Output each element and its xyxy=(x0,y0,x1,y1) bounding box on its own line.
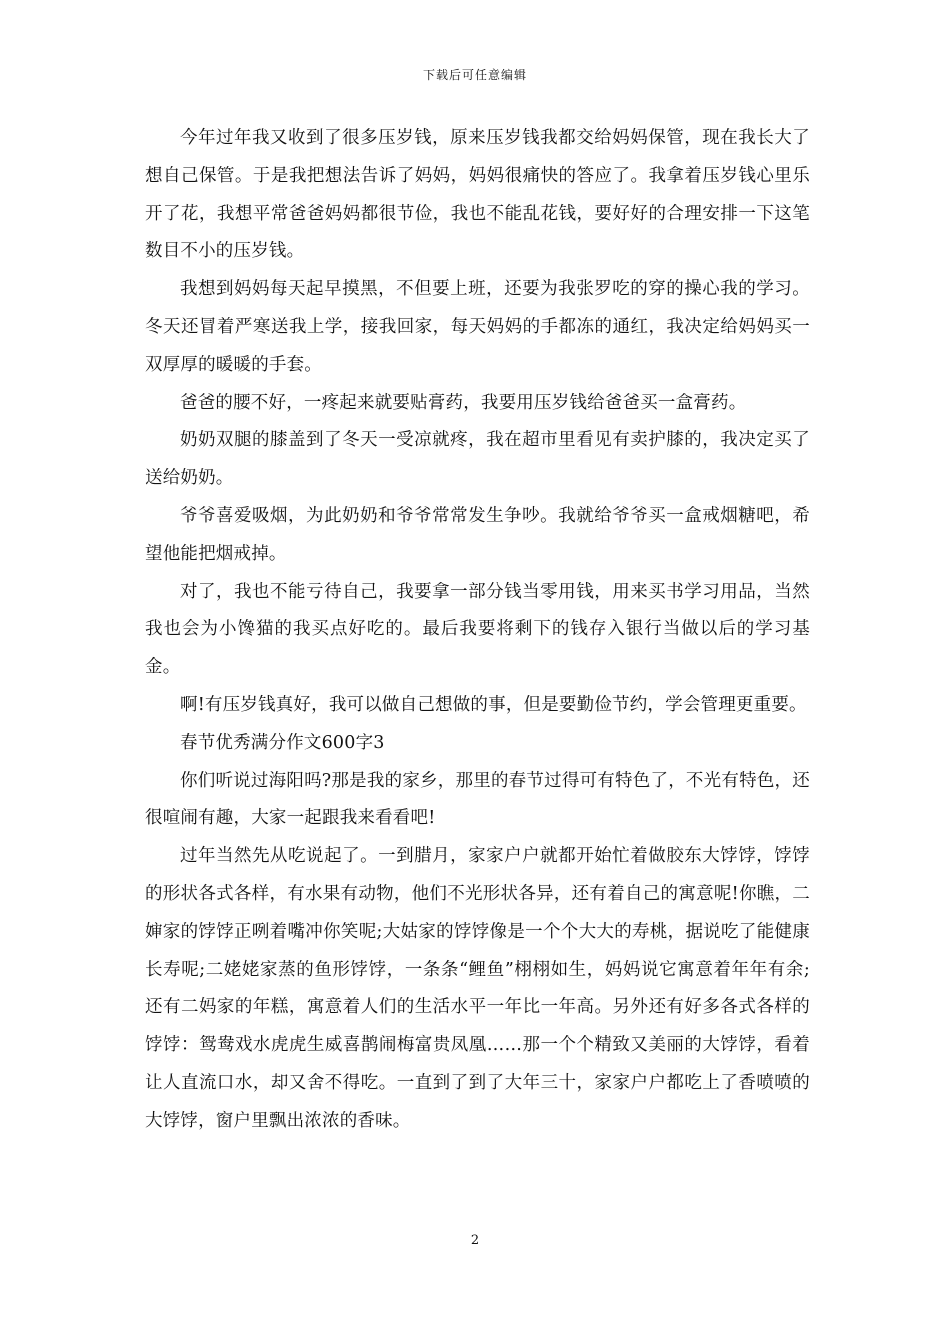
paragraph: 对了，我也不能亏待自己，我要拿一部分钱当零用钱，用来买书学习用品，当然我也会为小馋猫的我买点好吃的。最后我要将剩下的钱存入银行当做以后的学习基金。 xyxy=(145,581,810,678)
document-body xyxy=(145,120,810,1141)
paragraph: 爷爷喜爱吸烟，为此奶奶和爷爷常常发生争吵。我就给爷爷买一盒戒烟糖吧，希望他能把烟戒掉。 xyxy=(145,505,810,564)
paragraph: 过年当然先从吃说起了。一到腊月，家家户户就都开始忙着做胶东大饽饽，饽饽的形状各式各样，有水果有动物，他们不光形状各异，还有着自己的寓意呢!你瞧，二婶家的饽饽正咧着嘴冲你笑呢;大姑家的饽饽像是一个个大大的寿桃，据说吃了能健康长寿呢;二姥姥家蒸的鱼形饽饽，一条条“鲤鱼”栩栩如生，妈妈说它寓意着年年有余;还有二妈家的年糕，寓意着人们的生活水平一年比一年高。另外还有好多各式各样的饽饽：鸳鸯戏水虎虎生威喜鹊闹梅富贵凤凰……那一个个精致又美丽的大饽饽，看着让人直流口水，却又舍不得吃。一直到了到了大年三十，家家户户都吃上了香喷喷的大饽饽，窗户里飘出浓浓的香味。 xyxy=(145,846,810,1131)
paragraph: 爸爸的腰不好，一疼起来就要贴膏药，我要用压岁钱给爸爸买一盒膏药。 xyxy=(180,392,747,413)
page-header: 下载后可任意编辑 xyxy=(422,68,527,82)
paragraph: 啊!有压岁钱真好，我可以做自己想做的事，但是要勤俭节约，学会管理更重要。 xyxy=(180,694,807,715)
paragraph: 我想到妈妈每天起早摸黑，不但要上班，还要为我张罗吃的穿的操心我的学习。冬天还冒着严寒送我上学，接我回家，每天妈妈的手都冻的通红，我决定给妈妈买一双厚厚的暖暖的手套。 xyxy=(145,279,810,375)
paragraph: 奶奶双腿的膝盖到了冬天一受凉就疼，我在超市里看见有卖护膝的，我决定买了送给奶奶。 xyxy=(145,430,810,489)
section-heading: 春节优秀满分作文600字3 xyxy=(180,732,385,753)
paragraph: 你们听说过海阳吗?那是我的家乡，那里的春节过得可有特色了，不光有特色，还很喧闹有趣，大家一起跟我来看看吧! xyxy=(145,770,810,829)
page-number: 2 xyxy=(470,1233,480,1248)
paragraph: 今年过年我又收到了很多压岁钱，原来压岁钱我都交给妈妈保管，现在我长大了想自己保管。于是我把想法告诉了妈妈，妈妈很痛快的答应了。我拿着压岁钱心里乐开了花，我想平常爸爸妈妈都很节俭，我也不能乱花钱，要好好的合理安排一下这笔数目不小的压岁钱。 xyxy=(145,128,810,262)
